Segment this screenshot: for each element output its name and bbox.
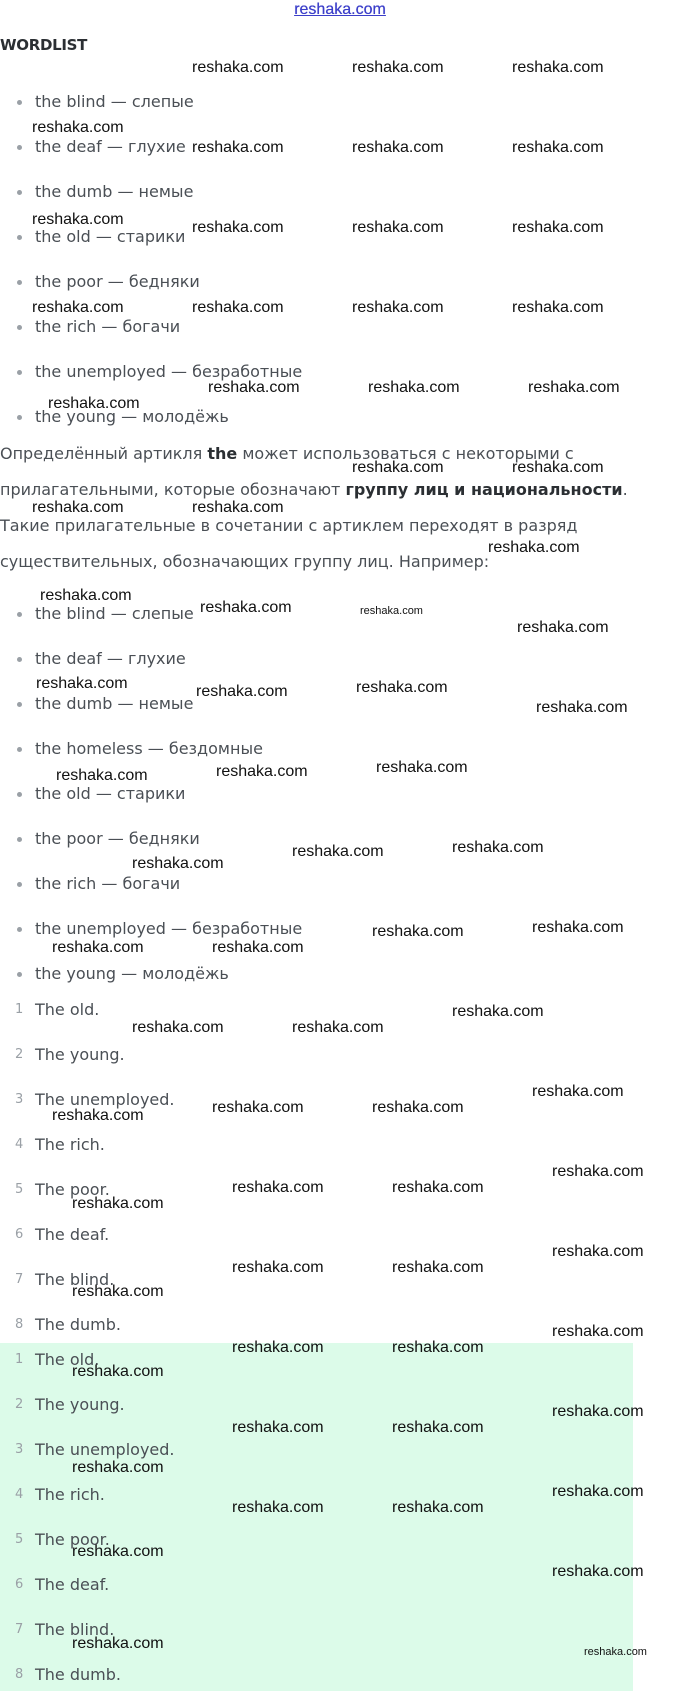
bullet-icon — [17, 235, 22, 240]
watermark-text: reshaka.com — [512, 459, 604, 476]
watermark-text: reshaka.com — [392, 1179, 484, 1196]
watermark-text: reshaka.com — [212, 939, 304, 956]
list-item: the blind — слепые — [0, 602, 302, 647]
answer-item: 4 The rich. — [15, 1485, 105, 1504]
task-item: 6 The deaf. — [15, 1225, 110, 1244]
list-item: the poor — бедняки — [0, 827, 302, 872]
watermark-text: reshaka.com — [392, 1419, 484, 1436]
answer-item: 6 The deaf. — [15, 1575, 110, 1594]
list-item: the blind — слепые — [0, 90, 302, 135]
watermark-text: reshaka.com — [32, 119, 124, 136]
watermark-text: reshaka.com — [192, 139, 284, 156]
watermark-text: reshaka.com — [208, 379, 300, 396]
bullet-icon — [17, 280, 22, 285]
watermark-text: reshaka.com — [392, 1339, 484, 1356]
watermark-text: reshaka.com — [452, 1003, 544, 1020]
watermark-text: reshaka.com — [352, 299, 444, 316]
watermark-text: reshaka.com — [192, 499, 284, 516]
task-item: 4 The rich. — [15, 1135, 105, 1154]
watermark-text: reshaka.com — [232, 1259, 324, 1276]
watermark-text: reshaka.com — [292, 843, 384, 860]
watermark-text: reshaka.com — [372, 923, 464, 940]
list-item: the poor — бедняки — [0, 270, 302, 315]
watermark-text: reshaka.com — [372, 1099, 464, 1116]
watermark-text: reshaka.com — [552, 1403, 644, 1420]
watermark-text: reshaka.com — [512, 219, 604, 236]
watermark-text: reshaka.com — [48, 395, 140, 412]
list-item: the deaf — глухие — [0, 647, 302, 692]
watermark-text: reshaka.com — [352, 459, 444, 476]
watermark-text: reshaka.com — [52, 1107, 144, 1124]
list-item: the homeless — бездомные — [0, 737, 302, 782]
task-list — [0, 998, 175, 1358]
watermark-text: reshaka.com — [552, 1323, 644, 1340]
answer-item: 8 The dumb. — [15, 1665, 121, 1684]
list-item: the young — молодёжь — [0, 962, 302, 1007]
task-item: 5 The poor. — [15, 1180, 110, 1199]
watermark-text: reshaka.com — [32, 299, 124, 316]
watermark-text: reshaka.com — [528, 379, 620, 396]
watermark-text: reshaka.com — [212, 1099, 304, 1116]
watermark-text: reshaka.com — [72, 1635, 164, 1652]
bullet-icon — [17, 747, 22, 752]
site-link[interactable]: reshaka.com — [294, 1, 386, 18]
list-item: the deaf — глухие — [0, 135, 302, 180]
answer-list — [0, 1348, 175, 1708]
watermark-text: reshaka.com — [532, 919, 624, 936]
bullet-icon — [17, 612, 22, 617]
list-item: the dumb — немые — [0, 692, 302, 737]
watermark-text: reshaka.com — [292, 1019, 384, 1036]
answer-item: 1 The old. — [15, 1350, 100, 1369]
list-item: the rich — богачи — [0, 872, 302, 917]
watermark-text: reshaka.com — [200, 599, 292, 616]
answer-item: 5 The poor. — [15, 1530, 110, 1549]
watermark-text: reshaka.com — [32, 499, 124, 516]
task-item: 8 The dumb. — [15, 1315, 121, 1334]
watermark-text: reshaka.com — [52, 939, 144, 956]
watermark-text: reshaka.com — [72, 1283, 164, 1300]
watermark-text: reshaka.com — [536, 699, 628, 716]
bullet-icon — [17, 792, 22, 797]
bullet-icon — [17, 370, 22, 375]
watermark-text: reshaka.com — [512, 299, 604, 316]
watermark-text: reshaka.com — [356, 679, 448, 696]
watermark-text: reshaka.com — [72, 1363, 164, 1380]
watermark-text: reshaka.com — [512, 59, 604, 76]
watermark-text: reshaka.com — [192, 299, 284, 316]
watermark-text: reshaka.com — [56, 767, 148, 784]
list-item: the rich — богачи — [0, 315, 302, 360]
watermark-text: reshaka.com — [32, 211, 124, 228]
watermark-text: reshaka.com — [72, 1459, 164, 1476]
watermark-text: reshaka.com — [72, 1543, 164, 1560]
watermark-text: reshaka.com — [552, 1563, 644, 1580]
watermark-text: reshaka.com — [392, 1499, 484, 1516]
bullet-icon — [17, 145, 22, 150]
watermark-text: reshaka.com — [512, 139, 604, 156]
watermark-text: reshaka.com — [352, 219, 444, 236]
list-item: the unemployed — безработные — [0, 360, 302, 405]
task-item: 1 The old. — [15, 1000, 100, 1019]
answer-item: 2 The young. — [15, 1395, 125, 1414]
bullet-icon — [17, 325, 22, 330]
list-item: the old — старики — [0, 782, 302, 827]
watermark-text: reshaka.com — [376, 759, 468, 776]
list-item: the unemployed — безработные — [0, 917, 302, 962]
watermark-text: reshaka.com — [552, 1243, 644, 1260]
watermark-text: reshaka.com — [352, 139, 444, 156]
task-item: 7 The blind. — [15, 1270, 115, 1289]
watermark-text: reshaka.com — [132, 855, 224, 872]
watermark-text: reshaka.com — [584, 1646, 647, 1658]
watermark-text: reshaka.com — [232, 1179, 324, 1196]
bullet-icon — [17, 657, 22, 662]
watermark-text: reshaka.com — [360, 605, 423, 617]
answer-item: 3 The unemployed. — [15, 1440, 175, 1459]
watermark-text: reshaka.com — [232, 1339, 324, 1356]
rule-paragraph: Определённый артикля the может использоваться с некоторыми с прилагательными, которые обозначают группу лиц и национальности. Такие прилагательные в сочетании с артиклем переходят в разряд существительных, обозначающих группу лиц. Например: — [0, 444, 628, 571]
wordlist-heading: WORDLIST — [0, 36, 88, 54]
watermark-text: reshaka.com — [452, 839, 544, 856]
watermark-text: reshaka.com — [132, 1019, 224, 1036]
bullet-icon — [17, 972, 22, 977]
watermark-text: reshaka.com — [517, 619, 609, 636]
watermark-text: reshaka.com — [36, 675, 128, 692]
bullet-icon — [17, 927, 22, 932]
watermark-text: reshaka.com — [552, 1483, 644, 1500]
list-item: the dumb — немые — [0, 180, 302, 225]
task-item: 2 The young. — [15, 1045, 125, 1064]
watermark-text: reshaka.com — [72, 1195, 164, 1212]
watermark-text: reshaka.com — [532, 1083, 624, 1100]
watermark-text: reshaka.com — [392, 1259, 484, 1276]
watermark-text: reshaka.com — [488, 539, 580, 556]
bullet-icon — [17, 702, 22, 707]
watermark-text: reshaka.com — [196, 683, 288, 700]
list-item: the young — молодёжь — [0, 405, 302, 450]
bullet-icon — [17, 415, 22, 420]
watermark-text: reshaka.com — [368, 379, 460, 396]
bullet-icon — [17, 100, 22, 105]
list-item: the old — старики — [0, 225, 302, 270]
task-item: 3 The unemployed. — [15, 1090, 175, 1109]
watermark-text: reshaka.com — [40, 587, 132, 604]
watermark-text: reshaka.com — [352, 59, 444, 76]
bullet-icon — [17, 837, 22, 842]
bullet-icon — [17, 190, 22, 195]
watermark-text: reshaka.com — [552, 1163, 644, 1180]
bullet-icon — [17, 882, 22, 887]
watermark-text: reshaka.com — [216, 763, 308, 780]
watermark-text: reshaka.com — [232, 1499, 324, 1516]
watermark-text: reshaka.com — [232, 1419, 324, 1436]
watermark-text: reshaka.com — [192, 59, 284, 76]
watermark-text: reshaka.com — [192, 219, 284, 236]
answer-item: 7 The blind. — [15, 1620, 115, 1639]
